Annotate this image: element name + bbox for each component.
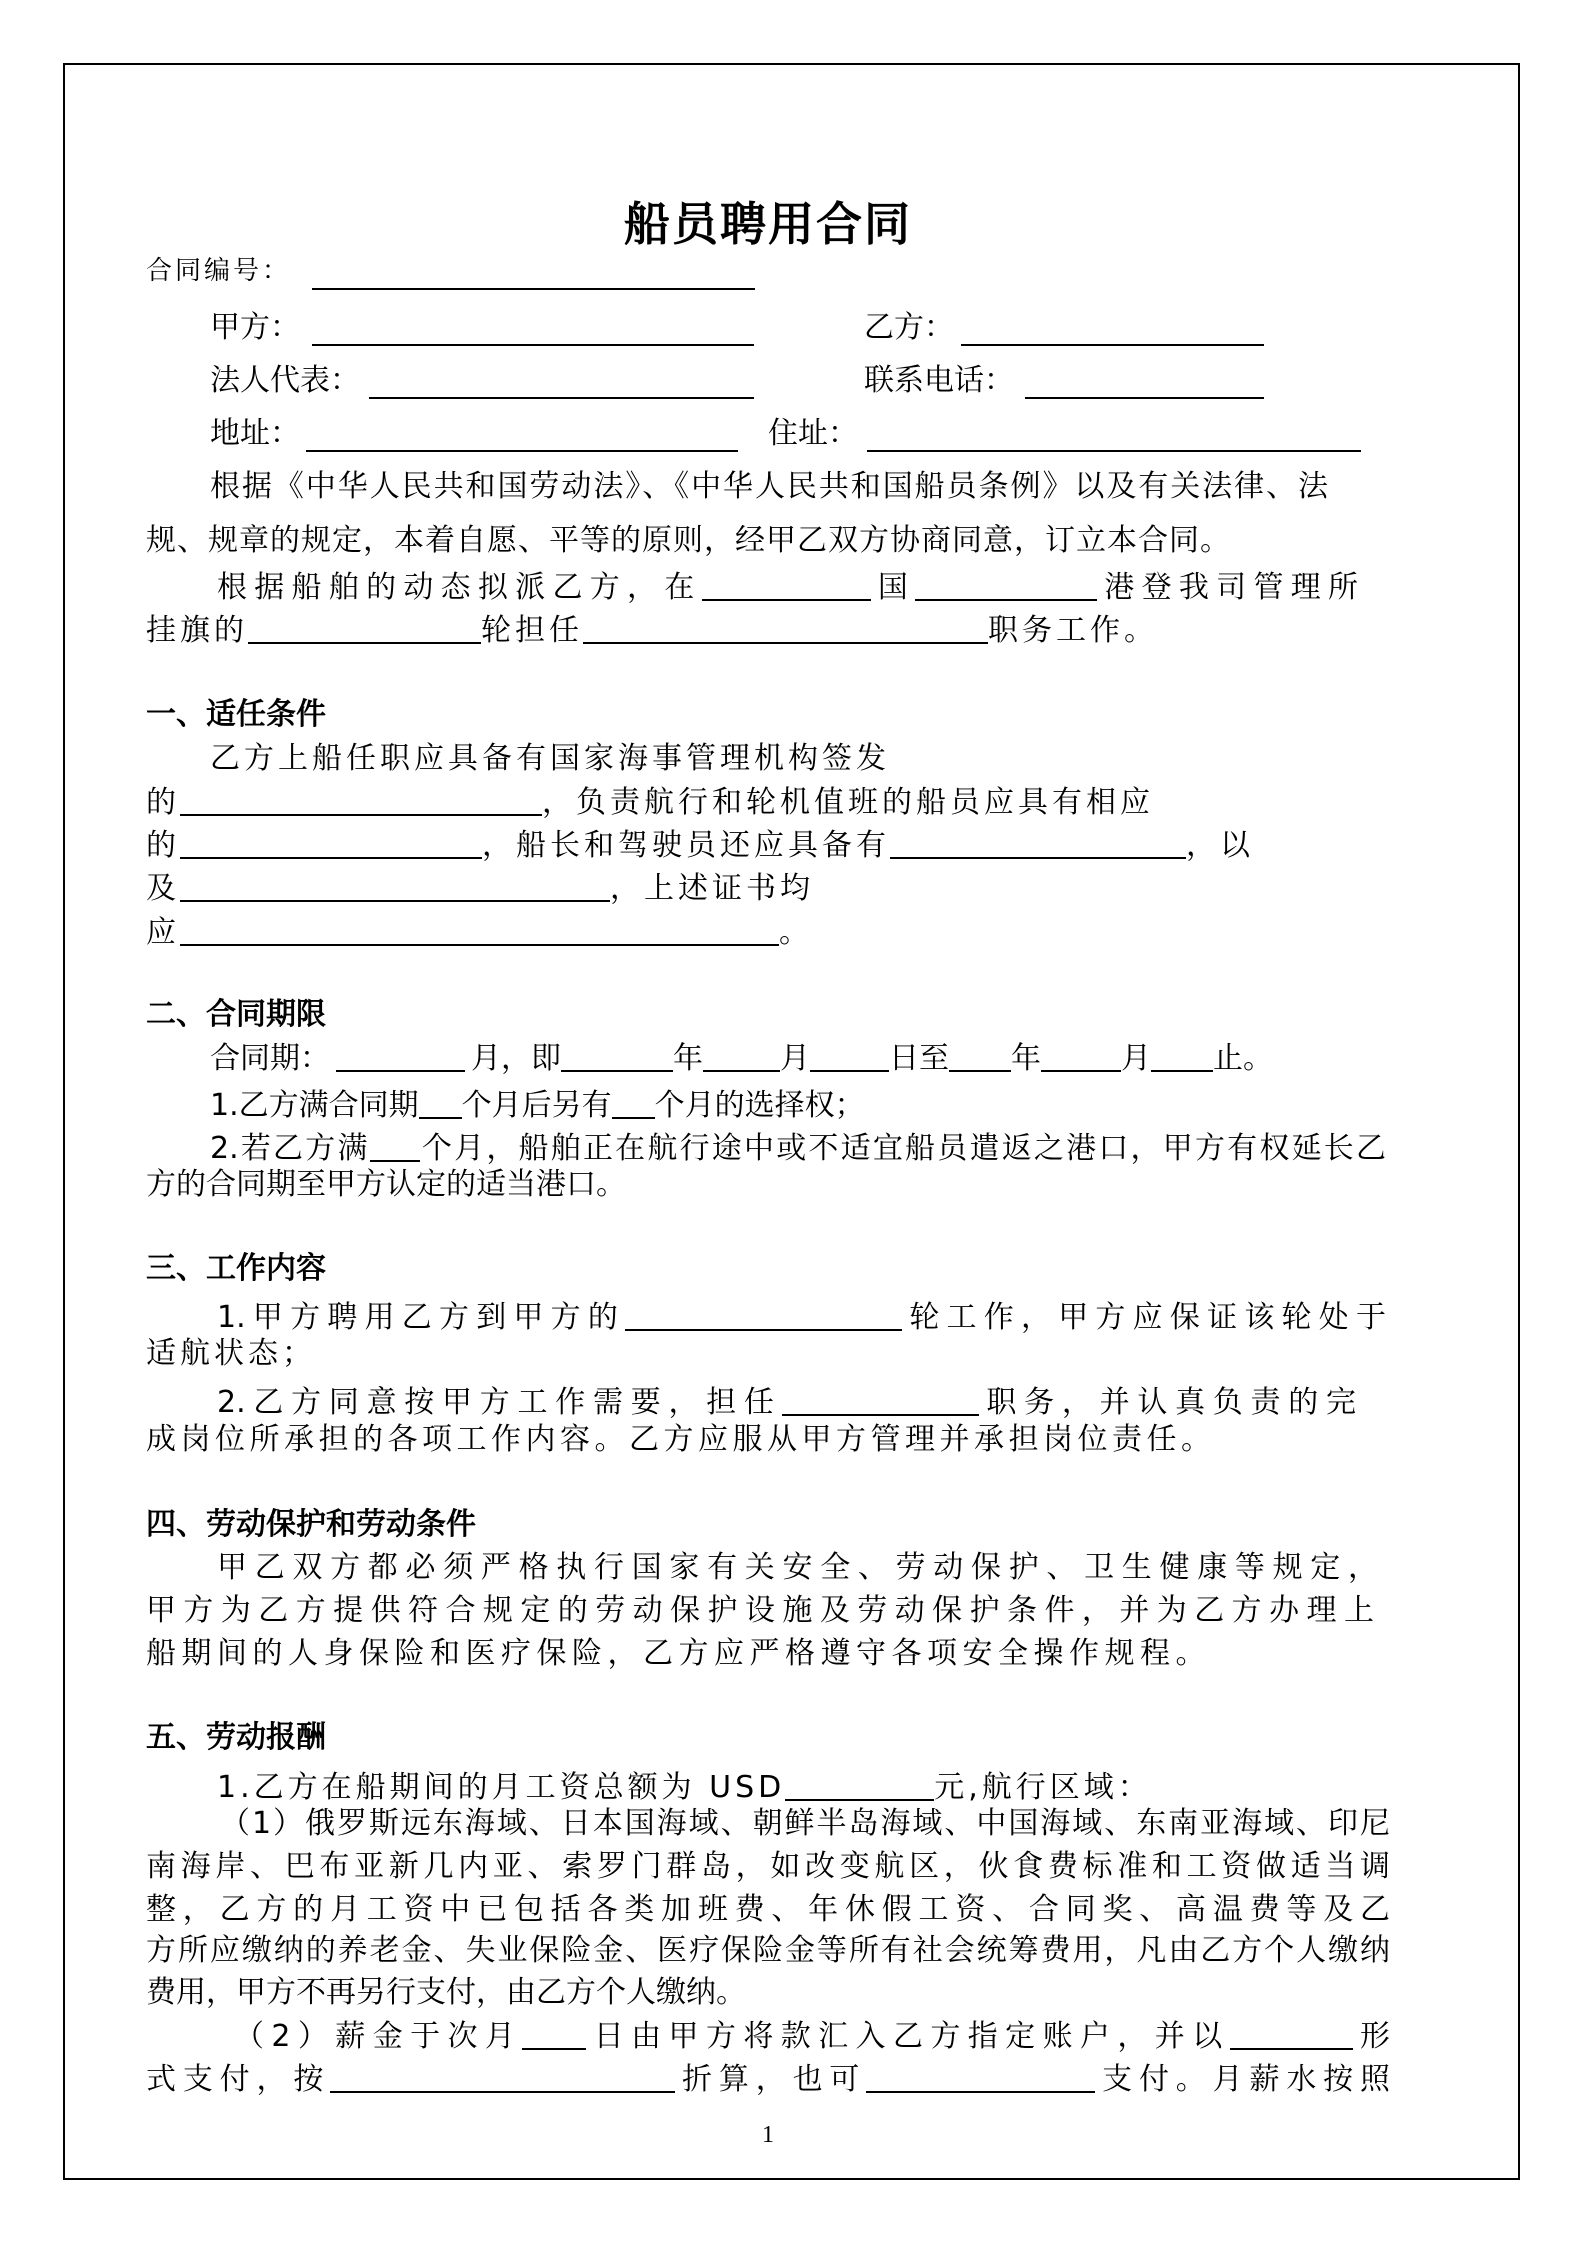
position-blank[interactable]: [782, 1384, 979, 1416]
vessel-blank[interactable]: [625, 1299, 902, 1331]
conversion-blank[interactable]: [330, 2061, 675, 2093]
text: 形: [1352, 2019, 1391, 2054]
section-line: [217, 1769, 1152, 1806]
months-blank[interactable]: [419, 1087, 462, 1119]
intro-line: [146, 612, 1158, 649]
section-line: [210, 1087, 865, 1124]
intro-line: [217, 569, 1358, 606]
text: ，负责航行和轮机值班的船员应具有相应: [542, 785, 1154, 820]
end-month-blank[interactable]: [1041, 1040, 1121, 1072]
port-blank[interactable]: [915, 569, 1097, 601]
text: 日至: [889, 1041, 949, 1076]
text: 支付。月薪水按照: [1095, 2062, 1391, 2097]
text: 根据船舶的动态拟派乙方，在: [217, 570, 702, 605]
section-line: 整，乙方的月工资中已包括各类加班费、年休假工资、合同奖、高温费等及乙: [146, 1892, 1390, 1927]
country-blank[interactable]: [702, 569, 871, 601]
section-line: 甲乙双方都必须严格执行国家有关安全、劳动保护、卫生健康等规定，: [217, 1550, 1378, 1585]
text: 港登我司管理所: [1097, 570, 1359, 605]
text: 月: [1121, 1041, 1151, 1076]
text: 个月的选择权；: [654, 1088, 865, 1123]
text: 的: [146, 828, 180, 863]
start-year-blank[interactable]: [561, 1040, 673, 1072]
certificate-blank[interactable]: [180, 827, 482, 859]
section-line: 方所应缴纳的养老金、失业保险金、医疗保险金等所有社会统筹费用，凡由乙方个人缴纳: [146, 1933, 1390, 1968]
section-line: [146, 2061, 1390, 2098]
text: 应: [146, 915, 180, 950]
text: 式支付，按: [146, 2062, 331, 2097]
section-line: 南海岸、巴布亚新几内亚、索罗门群岛，如改变航区，伙食费标准和工资做适当调: [146, 1849, 1390, 1884]
months-blank[interactable]: [336, 1040, 465, 1072]
residence-label: 住址：: [768, 416, 858, 451]
section-line: 乙方上船任职应具备有国家海事管理机构签发: [210, 741, 890, 776]
section-line: 船期间的人身保险和医疗保险，乙方应严格遵守各项安全操作规程。: [146, 1636, 1211, 1671]
position-blank[interactable]: [583, 612, 988, 644]
legal-rep-label: 法人代表：: [210, 363, 360, 398]
section-line: （1）俄罗斯远东海域、日本国海域、朝鲜半岛海域、中国海域、东南亚海域、印尼: [220, 1806, 1390, 1841]
text: 元,航行区域：: [934, 1770, 1152, 1805]
contract-no-blank[interactable]: [312, 258, 755, 290]
section-line: [217, 1384, 1356, 1421]
text: 1.甲方聘用乙方到甲方的: [217, 1300, 626, 1335]
text: 轮担任: [481, 613, 583, 648]
section-line: 费用，甲方不再另行支付，由乙方个人缴纳。: [146, 1975, 746, 2010]
vessel-blank[interactable]: [248, 612, 481, 644]
alt-payment-blank[interactable]: [866, 2061, 1095, 2093]
section-heading: 四、劳动保护和劳动条件: [146, 1507, 476, 1542]
text: 轮工作，甲方应保证该轮处于: [902, 1300, 1387, 1335]
intro-line: 规、规章的规定，本着自愿、平等的原则，经甲乙双方协商同意，订立本合同。: [146, 523, 1231, 558]
section-heading: 二、合同期限: [146, 997, 326, 1032]
text: ，船长和驾驶员还应具备有: [482, 828, 890, 863]
section-line: [210, 1130, 1386, 1167]
intro-line: 根据《中华人民共和国劳动法》、《中华人民共和国船员条例》以及有关法律、法: [210, 469, 1328, 504]
months-blank[interactable]: [370, 1130, 420, 1162]
text: 1.乙方满合同期: [210, 1088, 419, 1123]
certificate-blank[interactable]: [180, 870, 610, 902]
text: 个月后另有: [461, 1088, 612, 1123]
section-line: [146, 870, 814, 907]
text: 日由甲方将款汇入乙方指定账户，并以: [586, 2019, 1230, 2054]
text: 月，即: [471, 1041, 561, 1076]
text: （2）薪金于次月: [234, 2019, 523, 2054]
address-blank[interactable]: [306, 420, 738, 452]
validity-blank[interactable]: [180, 914, 779, 946]
contract-no-label: 合同编号：: [146, 256, 292, 286]
section-line: 方的合同期至甲方认定的适当港口。: [146, 1167, 626, 1202]
phone-label: 联系电话：: [864, 363, 1014, 398]
party-b-blank[interactable]: [961, 314, 1264, 346]
party-b-label: 乙方：: [864, 310, 954, 345]
end-year-blank[interactable]: [949, 1040, 1011, 1072]
text: 职务，并认真负责的完: [978, 1385, 1357, 1420]
text: 挂旗的: [146, 613, 248, 648]
text: 年: [673, 1041, 703, 1076]
address-label: 地址：: [210, 416, 300, 451]
phone-blank[interactable]: [1025, 367, 1264, 399]
text: 的: [146, 785, 180, 820]
pay-day-blank[interactable]: [522, 2018, 586, 2050]
section-line: [234, 2018, 1390, 2055]
text: 2.乙方同意按甲方工作需要，担任: [217, 1385, 782, 1420]
text: 职务工作。: [988, 613, 1158, 648]
legal-rep-blank[interactable]: [369, 367, 754, 399]
start-day-blank[interactable]: [810, 1040, 889, 1072]
section-line: 适航状态；: [146, 1336, 316, 1371]
document-title: 船员聘用合同: [624, 197, 912, 251]
end-day-blank[interactable]: [1151, 1040, 1213, 1072]
text: 个月，船舶正在航行途中或不适宜船员遣返之港口，甲方有权延长乙: [419, 1131, 1387, 1166]
section-heading: 三、工作内容: [146, 1251, 326, 1286]
text: ，以: [1186, 828, 1254, 863]
party-a-blank[interactable]: [312, 314, 754, 346]
section-line: [146, 784, 1154, 821]
party-a-label: 甲方：: [210, 310, 300, 345]
start-month-blank[interactable]: [703, 1040, 780, 1072]
certificate-blank[interactable]: [180, 784, 542, 816]
section-line: [217, 1299, 1386, 1336]
residence-blank[interactable]: [867, 420, 1361, 452]
section-heading: 一、适任条件: [146, 697, 326, 732]
text: 合同期：: [210, 1041, 330, 1076]
payment-form-blank[interactable]: [1230, 2018, 1353, 2050]
text: 及: [146, 871, 180, 906]
option-months-blank[interactable]: [612, 1087, 655, 1119]
contract-term-line: [210, 1040, 1273, 1077]
text: 月: [780, 1041, 810, 1076]
text: 止。: [1213, 1041, 1273, 1076]
section-line: [146, 827, 1254, 864]
text: 2.若乙方满: [210, 1131, 370, 1166]
certificate-blank[interactable]: [890, 827, 1186, 859]
page-number: 1: [762, 2122, 774, 2148]
section-heading: 五、劳动报酬: [146, 1720, 326, 1755]
text: 折算，也可: [675, 2062, 867, 2097]
contract-no-field: [146, 253, 291, 289]
text: 。: [779, 915, 813, 950]
text: 1.乙方在船期间的月工资总额为 USD: [217, 1770, 786, 1805]
section-line: [146, 914, 813, 951]
text: 国: [870, 570, 916, 605]
text: 年: [1011, 1041, 1041, 1076]
section-line: 成岗位所承担的各项工作内容。乙方应服从甲方管理并承担岗位责任。: [146, 1422, 1216, 1457]
section-line: 甲方为乙方提供符合规定的劳动保护设施及劳动保护条件，并为乙方办理上: [146, 1593, 1374, 1628]
text: ，上述证书均: [610, 871, 814, 906]
salary-blank[interactable]: [785, 1769, 934, 1801]
